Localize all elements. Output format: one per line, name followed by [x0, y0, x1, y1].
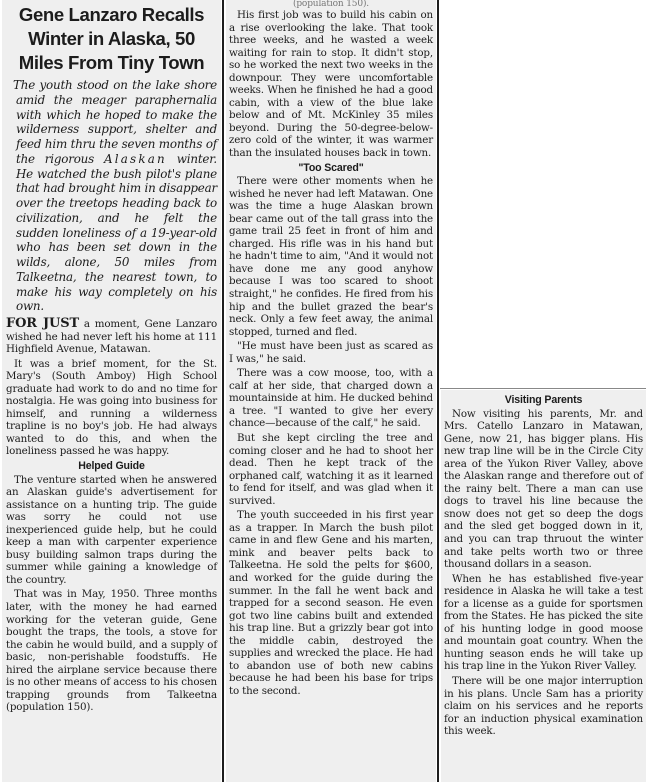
body-paragraph: That was in May, 1950. Three months later, with the money he had earned working for the veteran guide, Gene bought the traps, the tools, a stove for the cabin he would build, and a supply of basic, non-perishable foodstuffs. He hired the airplane service because there is no other means of access to his chosen trapping grounds from Talkeetna (population 150).	[6, 588, 217, 714]
body-paragraph: The youth succeeded in his first year as a trapper. In March the bush pilot came in and flew Gene and his marten, mink and beaver pelts back to Talkeetna. He sold the pelts for $600, and worked for the guide during the summer. In the fall he went back and trapped for a second season. He even got two line cabins built and extended his trap line. But a grizzly bear got into the middle cabin, destroyed the supplies and wrecked the place. He had to abandon use of both new cabins because he had been his base for trips to the second.	[229, 509, 433, 697]
column-divider	[437, 0, 439, 782]
body-paragraph: "He must have been just as scared as I was," he said.	[229, 340, 433, 365]
body-paragraph: Now visiting his parents, Mr. and Mrs. Catello Lanzaro in Matawan, Gene, now 21, has bigger plans. His new trap line will be in the Circle City area of the Yukon River Valley, above the Alaskan range and therefore out of the rainy belt. There a man can use dogs to travel his line because the snow does not get so deep the dogs and the sled get bogged down in it, and you can trap thruout the winter and take pelts worth two or three thousand dollars in a season.	[444, 407, 643, 571]
lede-text-spaced: Alaskan	[103, 151, 167, 166]
body-paragraph: The venture started when he answered an Alaskan guide's advertisement for assistance on a hunting trip. The guide was sorry he could not use inexperienced guide help, but he could keep a man with carpenter experience busy building salmon traps during the summer while gaining a knowledge of the country.	[6, 473, 217, 586]
lede-text-a: The youth stood on the lake shore amid the meager paraphernalia with which he hoped to make the wilderness support, shelter and feed him thru the seven months of the rigorous	[13, 78, 217, 166]
article-column-2	[226, 0, 436, 782]
body-paragraph: His first job was to build his cabin on a rise overlooking the lake. That took three weeks, and he wasted a week waiting for rain to stop. It didn't stop, so he worked the next two weeks in the downpour. They were uncomfortable weeks. When he finished he had a good cabin, with a view of the blue lake below and of Mt. McKinley 35 miles beyond. During the 50-degree-below-zero cold of the winter, it was warmer than the insulated houses back in town.	[229, 9, 433, 160]
body-paragraph: It was a brief moment, for the St. Mary's (South Amboy) High School graduate had work to do and no time for nostalgia. He was going into business for himself, and running a wilderness trapline is no boy's job. He had always wanted to do this, and when the loneliness passed he was happy.	[6, 357, 217, 458]
body-text: a moment, Gene Lanzaro wished he had never left his home at 111 Highfield Avenue, Matawan.	[6, 318, 218, 356]
headline: Gene Lanzaro Recalls Winter in Alaska, 50 Miles From Tiny Town	[18, 4, 205, 73]
body-paragraph: There was a cow moose, too, with a calf at her side, that charged down a mountainside at him. He ducked behind a tree. "I wanted to give her every chance—because of the calf," he said.	[229, 367, 433, 430]
subhead-visiting-parents: Visiting Parents	[504, 394, 583, 406]
lede-paragraph	[6, 78, 217, 314]
cut-off-line: (population 150).	[292, 0, 370, 9]
column-top-rule	[440, 388, 646, 389]
lede-text-b: winter. He watched the bush pilot's plane that had brought him in disappear over the treetops heading back to civilization, and he felt the sudden loneliness of a 19-year-old who has been set down in the wilds, alone, 50 miles from Talkeetna, the nearest town, to make his way completely on his own.	[16, 151, 217, 314]
article-column-3	[441, 390, 646, 782]
drop-cap: FOR JUST	[6, 316, 79, 331]
body-paragraph: But she kept circling the tree and coming closer and he had to shoot her dead. Then he kept track of the orphaned calf, watching it as it learned to fend for itself, and was glad when it survived.	[229, 432, 433, 507]
body-paragraph: When he has established five-year residence in Alaska he will take a test for a license as a guide for sportsmen from the States. He has picked the site of his hunting lodge in good moose and mountain goat country. When the hunting season ends he will take up his trap line in the Yukon River Valley.	[444, 572, 643, 673]
subhead-too-scared: "Too Scared"	[298, 161, 364, 174]
body-paragraph	[6, 318, 217, 356]
subhead-helped-guide: Helped Guide	[78, 460, 145, 473]
column-divider	[222, 0, 224, 782]
body-paragraph: There will be one major interruption in his plans. Uncle Sam has a priority claim on his services and he reports for an induction physical examination this week.	[444, 674, 643, 738]
article-column-1	[2, 0, 221, 782]
body-paragraph: There were other moments when he wished he never had left Matawan. One was the time a huge Alaskan brown bear came out of the tall grass into the game trail 25 feet in front of him and charged. His rifle was in his hand but he hadn't time to aim, "And it would not have done me any good anyhow because I was too scared to shoot straight," he confides. He fired from his hip and the bullet grazed the bear's neck. Only a few feet away, the animal stopped, turned and fled.	[229, 175, 433, 338]
